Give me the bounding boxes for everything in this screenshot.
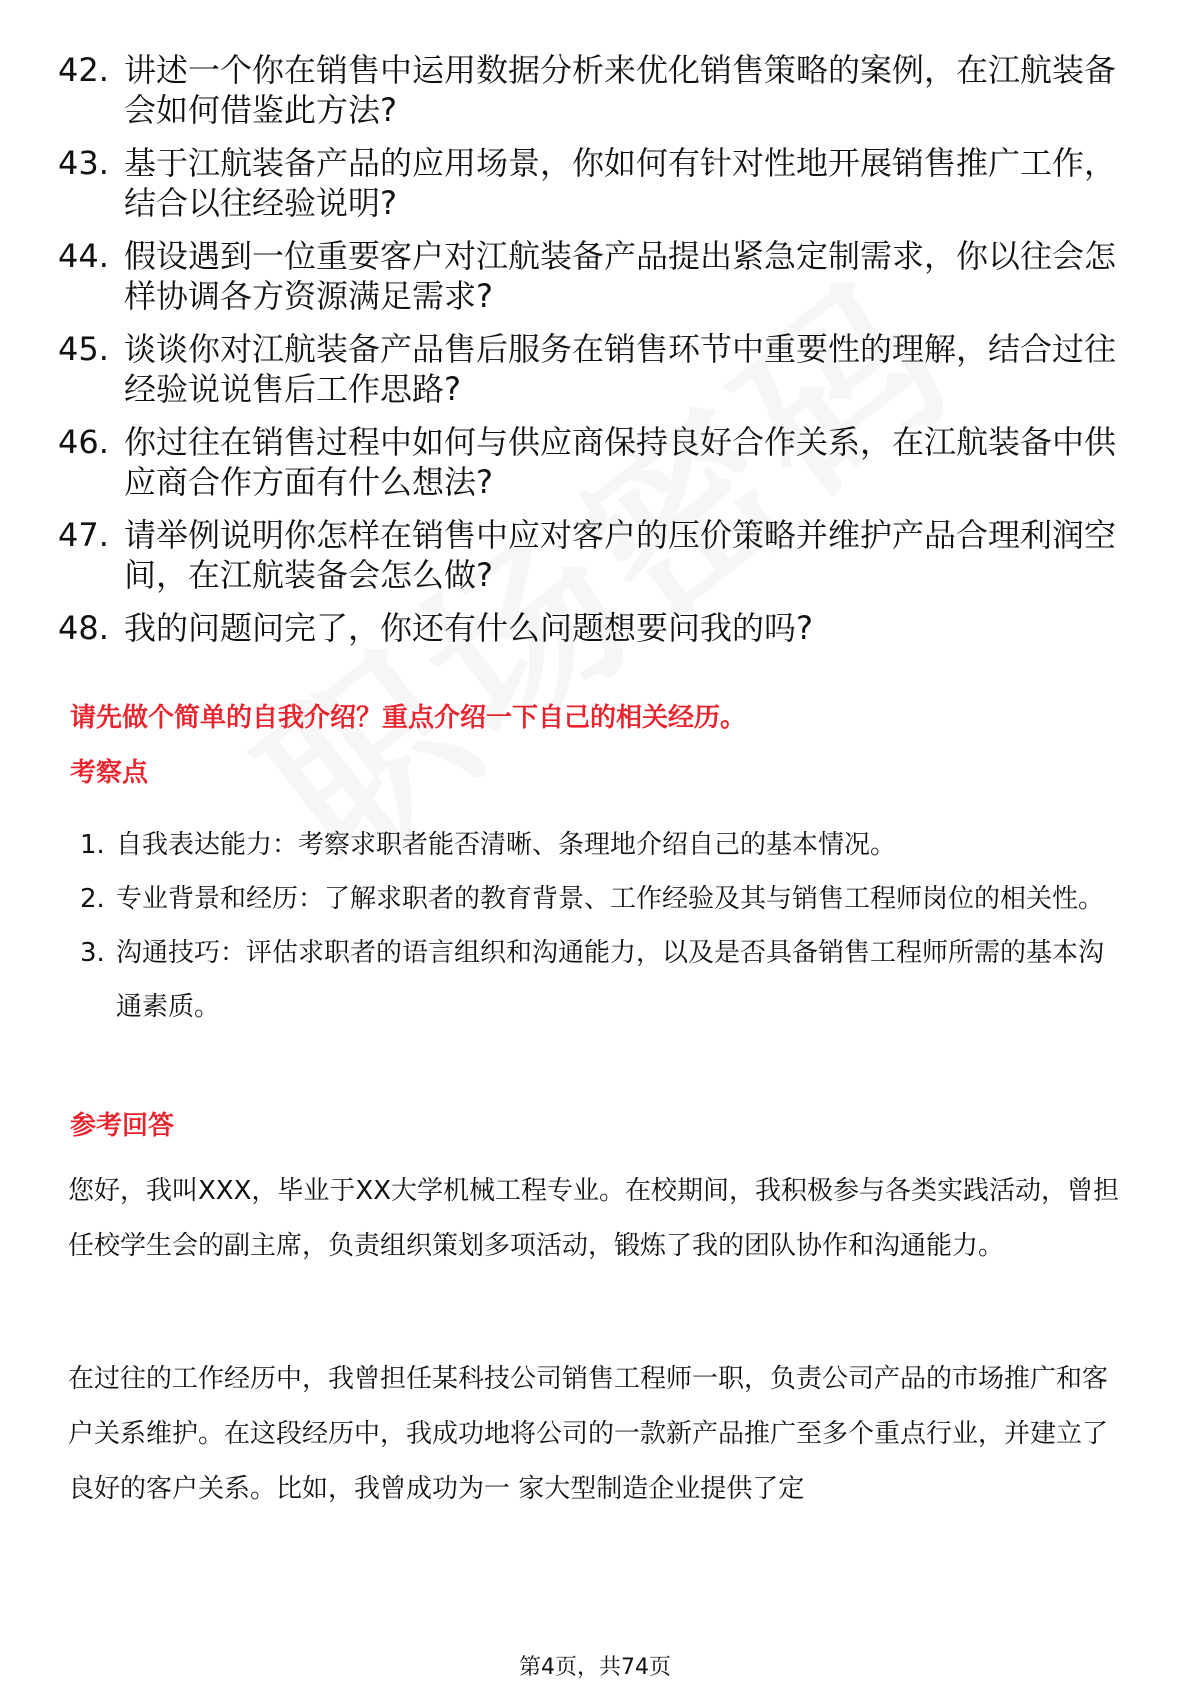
question-item [58, 50, 1118, 130]
question-number: 45. [58, 330, 109, 368]
point-item [80, 926, 1110, 1034]
section-points-title: 考察点 [70, 758, 149, 788]
question-list [58, 50, 1118, 661]
point-text: 沟通技巧：评估求职者的语言组织和沟通能力，以及是否具备销售工程师所需的基本沟通素质。 [116, 938, 1105, 1022]
question-text: 基于江航装备产品的应用场景，你如何有针对性地开展销售推广工作，结合以往经验说明? [124, 144, 1117, 222]
point-number: 2. [80, 884, 105, 914]
question-text: 讲述一个你在销售中运用数据分析来优化销售策略的案例，在江航装备会如何借鉴此方法? [124, 51, 1117, 129]
point-number: 1. [80, 830, 105, 860]
question-item [58, 143, 1118, 223]
point-item [80, 818, 1110, 872]
question-item [58, 329, 1118, 409]
point-text: 自我表达能力：考察求职者能否清晰、条理地介绍自己的基本情况。 [116, 830, 897, 860]
point-number: 3. [80, 938, 105, 968]
section-answer-title: 参考回答 [70, 1111, 175, 1141]
question-item [58, 515, 1118, 595]
question-text: 假设遇到一位重要客户对江航装备产品提出紧急定制需求，你以往会怎样协调各方资源满足需求? [124, 237, 1117, 315]
question-text: 我的问题问完了，你还有什么问题想要问我的吗? [124, 609, 813, 647]
question-number: 47. [58, 516, 109, 554]
question-item [58, 608, 1118, 648]
question-number: 43. [58, 144, 109, 182]
question-text: 你过往在销售过程中如何与供应商保持良好合作关系，在江航装备中供应商合作方面有什么想法? [124, 423, 1117, 501]
question-item [58, 236, 1118, 316]
focus-question-heading: 请先做个简单的自我介绍？重点介绍一下自己的相关经历。 [70, 703, 747, 733]
answer-paragraph: 您好，我叫XXX，毕业于XX大学机械工程专业。在校期间，我积极参与各类实践活动，曾担任校学生会的副主席，负责组织策划多项活动，锻炼了我的团队协作和沟通能力。 [68, 1176, 1120, 1261]
page-footer: 第4页，共74页 [519, 1655, 671, 1680]
question-item [58, 422, 1118, 502]
question-text: 请举例说明你怎样在销售中应对客户的压价策略并维护产品合理利润空间，在江航装备会怎么做? [124, 516, 1117, 594]
question-number: 44. [58, 237, 109, 275]
question-number: 46. [58, 423, 109, 461]
question-text: 谈谈你对江航装备产品售后服务在销售环节中重要性的理解，结合过往经验说说售后工作思路? [124, 330, 1117, 408]
points-list [80, 818, 1110, 1034]
question-number: 42. [58, 51, 109, 89]
point-item [80, 872, 1110, 926]
point-text: 专业背景和经历：了解求职者的教育背景、工作经验及其与销售工程师岗位的相关性。 [116, 884, 1105, 914]
question-number: 48. [58, 609, 109, 647]
answer-paragraph: 在过往的工作经历中，我曾担任某科技公司销售工程师一职，负责公司产品的市场推广和客户关系维护。在这段经历中，我成功地将公司的一款新产品推广至多个重点行业，并建立了良好的客户关系。比如，我曾成功为一 家大型制造企业提供了定 [68, 1364, 1109, 1504]
